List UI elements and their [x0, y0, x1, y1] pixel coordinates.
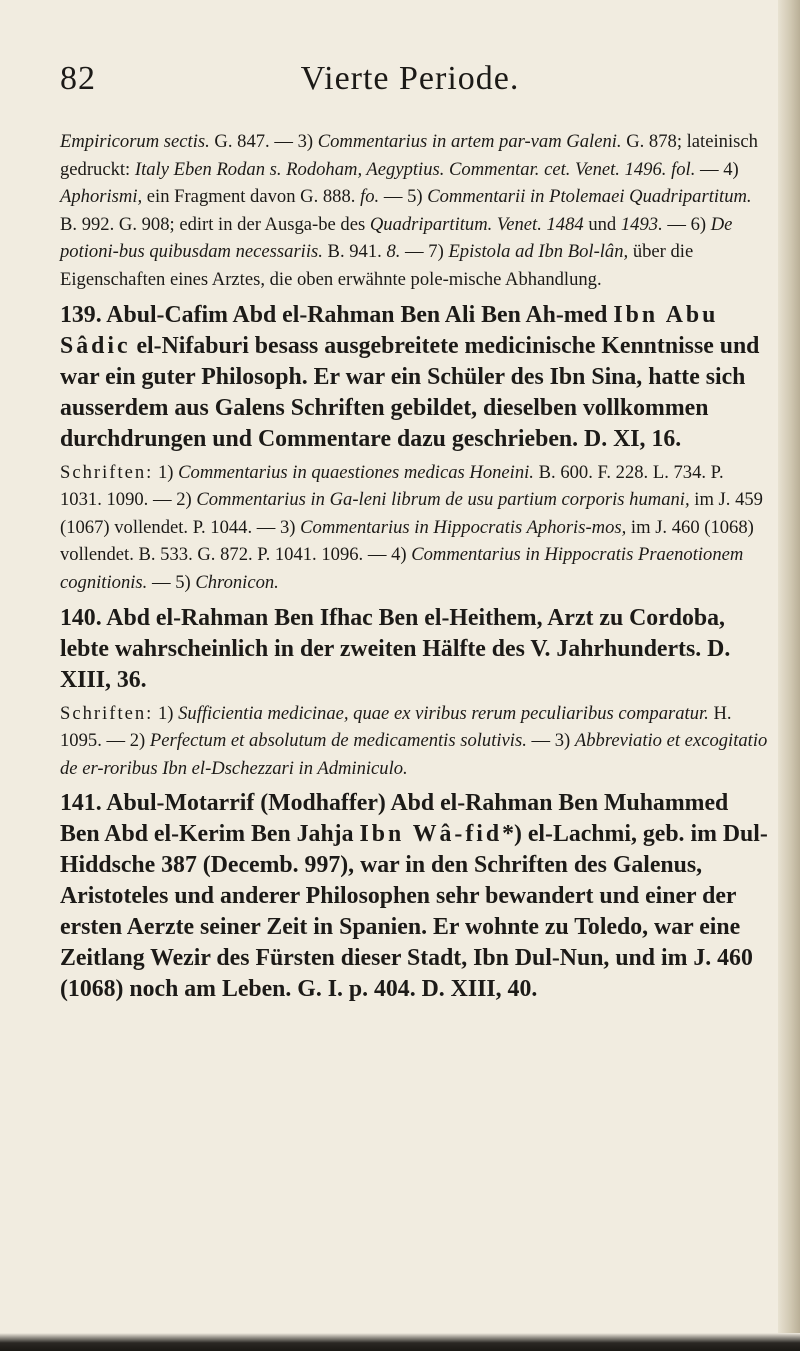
- format-note: fo.: [360, 186, 380, 208]
- entry-text: Abul-Cafim Abd el-Rahman Ben Ali Ben Ah-med: [101, 301, 614, 328]
- citation: B. 992. G. 908; edirt in der Ausga-be des: [60, 213, 370, 235]
- entry-name-spaced: Ibn Wâ-fid: [359, 821, 503, 848]
- work-title: Commentarius in Hippocratis Aphoris-mos,: [300, 516, 627, 538]
- work-title: Sufficientia medicinae, quae ex viribus rerum peculiaribus comparatur.: [178, 702, 709, 724]
- entry-name-spaced: Ibn Abu Sâdic: [60, 301, 719, 359]
- work-title: Abbreviatio et excogitatio de er-roribus Ibn el-Dschezzari in Adminiculo.: [60, 730, 768, 779]
- schriften-139: [60, 459, 770, 597]
- citation: B. 600. F. 228. L. 734. P. 1031. 1090. — 2): [60, 461, 724, 511]
- entry-text: el-Nifaburi besass ausgebreitete medicinische Kenntnisse und war ein guter Philosoph. Er war ein Schüler des Ibn Sina, hatte sich ausserdem aus Galens Schriften gebildet, dieselben vollkommen durchdrungen und Commentare dazu geschrieben. D. XI, 16.: [60, 332, 760, 452]
- page-header: [60, 60, 760, 110]
- schriften-label: Schriften:: [60, 702, 154, 724]
- schriften-140: [60, 700, 770, 783]
- citation: G. 878; lateinisch gedruckt:: [60, 131, 758, 180]
- entry-number: 141.: [60, 790, 102, 817]
- entry-141: [60, 788, 770, 1005]
- work-title: Commentarii in Ptolemaei Quadripartitum.: [427, 186, 752, 208]
- citation: 1): [153, 461, 179, 483]
- work-title: Commentarius in artem par-vam Galeni.: [317, 131, 622, 152]
- citation: — 7): [400, 241, 449, 263]
- citation: — 3): [526, 730, 575, 752]
- citation: im J. 460 (1068) vollendet. B. 533. G. 872. P. 1041. 1096. — 4): [60, 516, 754, 566]
- citation: 1): [153, 702, 179, 724]
- page-number: 82: [60, 60, 96, 97]
- work-title: Chronicon.: [195, 571, 279, 593]
- citation: B. 941.: [322, 241, 387, 263]
- citation: — 4): [695, 158, 739, 180]
- entry-text: *) el-Lachmi, geb. im Dul-Hiddsche 387 (Decemb. 997), war in den Schriften des Galenus, Aristoteles und anderer Philosophen sehr bewandert und einer der ersten Aerzte seiner Zeit in Spanien. Er wohnte zu Toledo, war eine Zeitlang Wezir des Fürsten dieser Stadt, Ibn Dul-Nun, und im J. 460 (1068) noch am Leben. G. I. p. 404. D. XIII, 40.: [60, 821, 768, 1003]
- citation: H. 1095. — 2): [60, 702, 732, 752]
- citation: G. 847. — 3): [209, 131, 318, 152]
- work-title: Italy Eben Rodan s. Rodoham, Aegyptius. Commentar. cet. Venet. 1496. fol.: [134, 158, 696, 180]
- citation: und: [583, 213, 621, 235]
- citation: ein Fragment davon G. 888.: [142, 186, 361, 208]
- work-title: De potioni-bus quibusdam necessariis.: [60, 213, 733, 263]
- work-title: Epistola ad Ibn Bol-lân,: [448, 241, 629, 263]
- format-note: 8.: [386, 241, 401, 263]
- running-title: Vierte Periode.: [300, 60, 520, 97]
- entry-139: [60, 300, 770, 455]
- citation: — 5): [379, 186, 428, 208]
- work-title: Commentarius in Ga-leni librum de usu partium corporis humani,: [196, 489, 690, 511]
- entry-text: Abd el-Rahman Ben Ifhac Ben el-Heithem, Arzt zu Cordoba, lebte wahrscheinlich in der zweiten Hälfte des V. Jahrhunderts. D. XIII, 36.: [60, 604, 731, 693]
- page-edge-shadow: [778, 0, 800, 1351]
- entry-number: 140.: [60, 604, 102, 631]
- citation: — 6): [662, 213, 711, 235]
- work-title: Perfectum et absolutum de medicamentis solutivis.: [149, 730, 527, 752]
- continuation-paragraph: [60, 128, 770, 294]
- work-title: Aphorismi,: [60, 186, 143, 208]
- citation: über die Eigenschaften eines Arztes, die oben erwähnte pole-mische Abhandlung.: [60, 241, 694, 290]
- schriften-label: Schriften:: [60, 461, 154, 483]
- citation: — 5): [147, 571, 196, 593]
- work-title: Commentarius in quaestiones medicas Honeini.: [178, 461, 534, 483]
- entry-number: 139.: [60, 301, 102, 328]
- entry-text: Abul-Motarrif (Modhaffer) Abd el-Rahman Ben Muhammed Ben Abd el-Kerim Ben Jahja: [60, 790, 729, 848]
- entry-140: [60, 603, 770, 696]
- citation: im J. 459 (1067) vollendet. P. 1044. — 3): [60, 489, 763, 538]
- work-title: Quadripartitum. Venet. 1484: [369, 213, 584, 235]
- page-body: [60, 128, 770, 1009]
- work-title: Empiricorum sectis.: [60, 131, 210, 152]
- work-title: Commentarius in Hippocratis Praenotionem cognitionis.: [60, 544, 744, 593]
- page-bottom-shadow: [0, 1333, 800, 1351]
- work-title: 1493.: [620, 213, 663, 235]
